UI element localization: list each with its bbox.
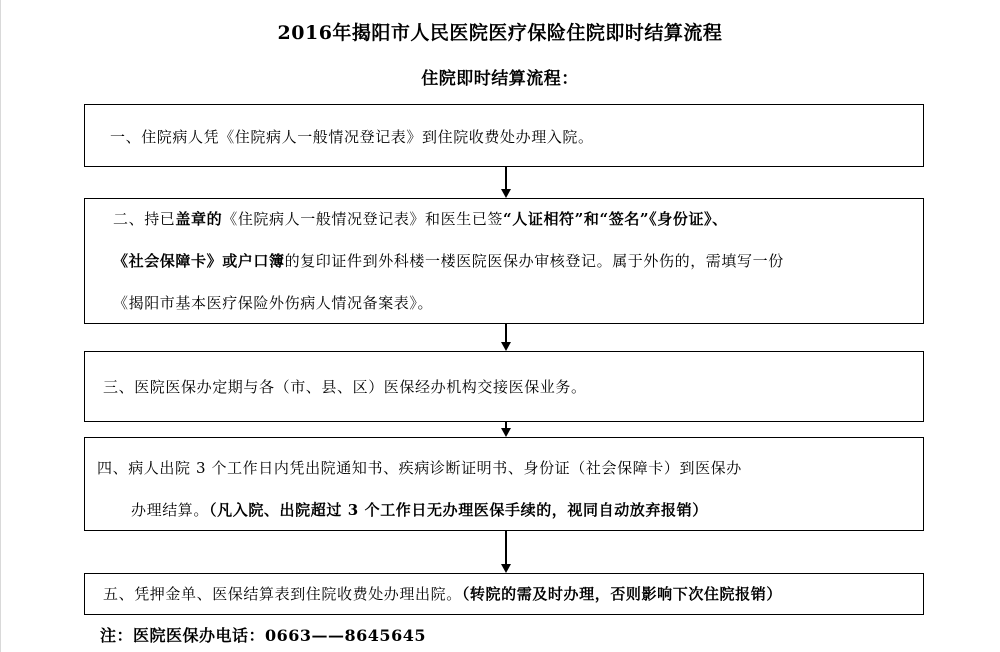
arrow-down-icon [501, 422, 511, 437]
step-4-line-1: 四、病人出院 3 个工作日内凭出院通知书、疾病诊断证明书、身份证（社会保障卡）到医保办 [97, 459, 742, 477]
step-2-line-3: 《揭阳市基本医疗保险外伤病人情况备案表》。 [113, 294, 434, 312]
step-2-line-1: 二、持已盖章的《住院病人一般情况登记表》和医生已签“人证相符”和“签名”《身份证》、 [113, 210, 728, 228]
step-1-text: 一、住院病人凭《住院病人一般情况登记表》到住院收费处办理入院。 [110, 128, 594, 146]
step-5-line-1: 五、凭押金单、医保结算表到住院收费处办理出院。（转院的需及时办理，否则影响下次住院报销） [103, 585, 782, 603]
arrow-down-icon [501, 531, 511, 573]
document-title: 2016年揭阳市人民医院医疗保险住院即时结算流程 [277, 22, 723, 44]
step-2-line-2: 《社会保障卡》或户口簿的复印证件到外科楼一楼医院医保办审核登记。属于外伤的，需填写一份 [113, 252, 784, 270]
step-box-2 [84, 198, 924, 324]
arrow-down-icon [501, 167, 511, 198]
step-box-5 [84, 573, 924, 615]
step-3-line-1 [103, 375, 587, 399]
step-4-line-2: 办理结算。（凡入院、出院超过 3 个工作日无办理医保手续的，视同自动放弃报销） [131, 501, 708, 519]
step-3-text: 三、医院医保办定期与各（市、县、区）医保经办机构交接医保业务。 [103, 378, 587, 396]
step-box-3 [84, 351, 924, 422]
step-box-4 [84, 437, 924, 531]
flow-subtitle: 住院即时结算流程： [421, 69, 579, 89]
contact-note: 注：医院医保办电话：0663——8645645 [100, 626, 426, 645]
arrow-down-icon [501, 324, 511, 351]
page-left-border [0, 0, 1, 652]
step-box-1 [84, 104, 924, 167]
step-1-line-1 [110, 125, 594, 149]
